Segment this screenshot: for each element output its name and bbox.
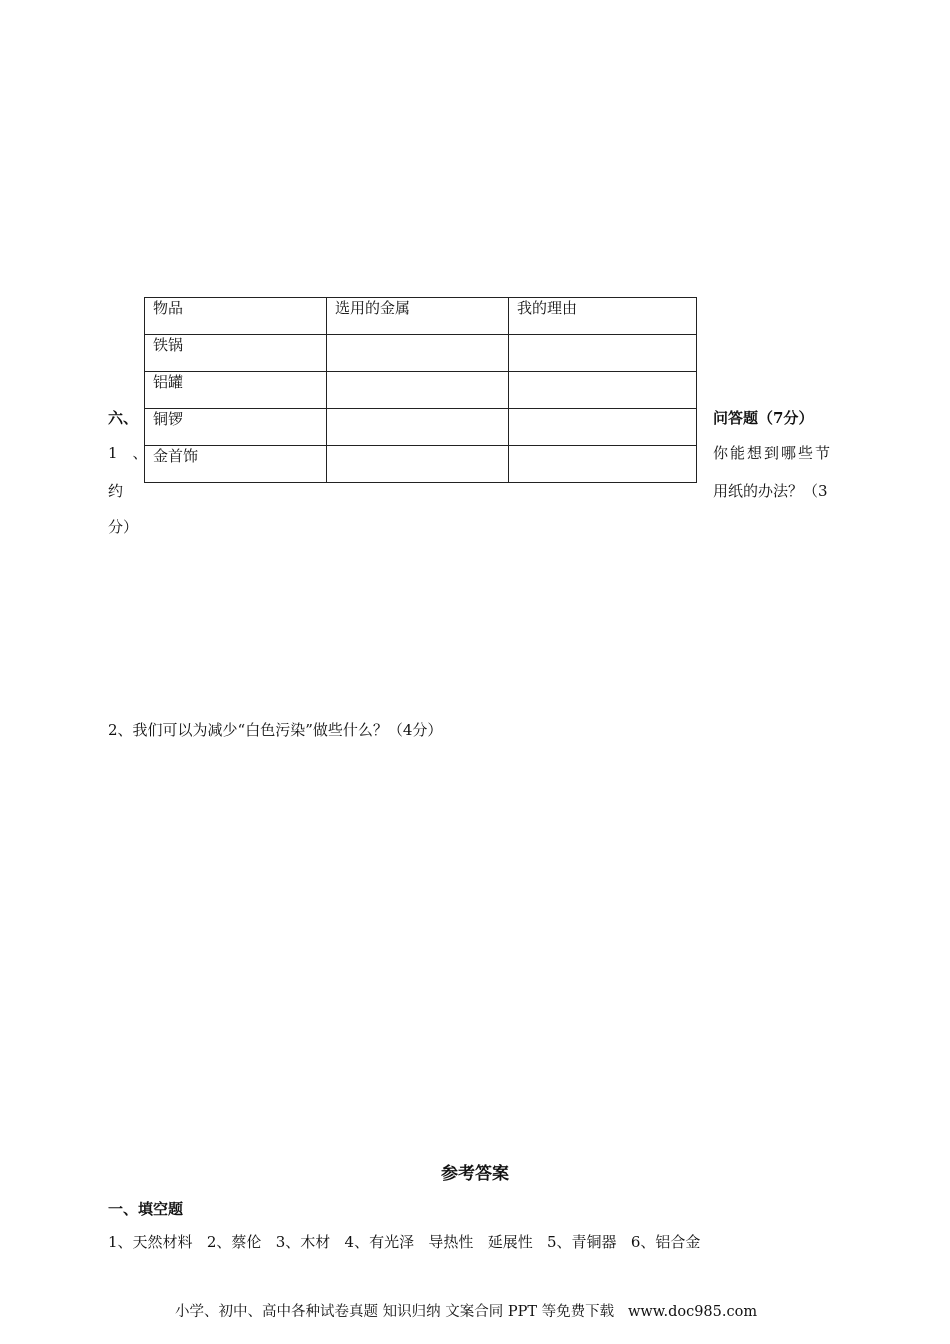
- answers-part-title: 一、填空题: [108, 1200, 184, 1218]
- table-cell-item: 铜锣: [145, 409, 327, 446]
- question-text: 你能想到哪些节: [713, 444, 833, 462]
- table-row: [145, 335, 697, 372]
- table-header-cell: 选用的金属: [327, 298, 509, 335]
- table-cell-item: 铁锅: [145, 335, 327, 372]
- table-cell-metal: [327, 446, 509, 483]
- table-cell-metal: [327, 335, 509, 372]
- table-header-row: [145, 298, 697, 335]
- table-cell-item: 金首饰: [145, 446, 327, 483]
- table-cell-metal: [327, 372, 509, 409]
- table-cell-reason: [509, 372, 697, 409]
- question-text: 用纸的办法？（3: [713, 482, 828, 500]
- table-row: [145, 372, 697, 409]
- section-title: 问答题（7分）: [713, 409, 814, 427]
- answers-line: 1、天然材料 2、蔡伦 3、木材 4、有光泽 导热性 延展性 5、青铜器 6、铝合金: [108, 1233, 701, 1251]
- table-cell-reason: [509, 446, 697, 483]
- question-text: 分）: [108, 518, 139, 536]
- question-text: 约: [108, 482, 124, 500]
- metal-selection-table: [144, 297, 697, 483]
- question-2: 2、我们可以为减少“白色污染”做些什么？（4分）: [108, 721, 443, 739]
- page-footer: 小学、初中、高中各种试卷真题 知识归纳 文案合同 PPT 等免费下载 www.doc985.com: [175, 1304, 758, 1320]
- table-header-cell: 我的理由: [509, 298, 697, 335]
- table-cell-metal: [327, 409, 509, 446]
- question-number: 1 、: [108, 444, 148, 462]
- table-row: [145, 446, 697, 483]
- table-cell-reason: [509, 409, 697, 446]
- table-row: [145, 409, 697, 446]
- table-cell-item: 铝罐: [145, 372, 327, 409]
- section-number: 六、: [108, 409, 139, 427]
- table-cell-reason: [509, 335, 697, 372]
- table-header-cell: 物品: [145, 298, 327, 335]
- answers-heading: 参考答案: [441, 1164, 509, 1184]
